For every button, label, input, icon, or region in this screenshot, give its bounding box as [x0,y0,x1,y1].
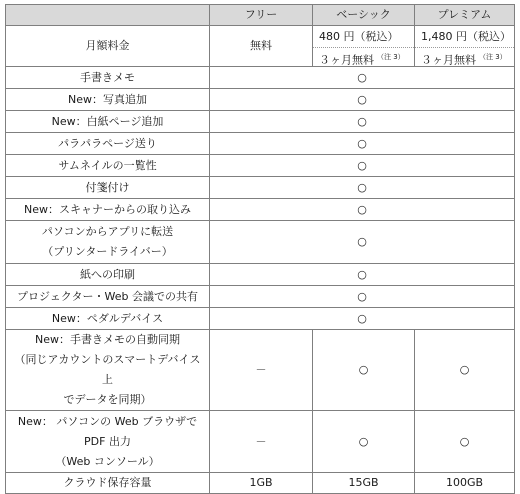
feature-label [6,264,210,286]
feature-row [6,308,515,330]
feature-availability-all-plans: ○ [210,308,515,330]
feature-availability-all-plans: ○ [210,221,515,264]
pdf-export-row [6,411,515,473]
cloud-storage-row-free: 1GB [210,473,313,494]
feature-label-line: 手書きメモ [80,70,135,84]
auto-sync-row-label [6,330,210,411]
cloud-storage-row-label: クラウド保存容量 [6,473,210,494]
header-empty-cell [6,5,210,26]
feature-availability-all-plans: ○ [210,264,515,286]
feature-label-line: プロジェクター・Web 会議での共有 [16,289,199,303]
feature-row [6,177,515,199]
basic-trial [313,48,414,66]
feature-label-line: 紙への印刷 [80,267,135,281]
feature-label [6,67,210,89]
auto-sync-row [6,330,515,411]
monthly-fee-basic [313,26,415,67]
feature-availability-all-plans: ○ [210,67,515,89]
basic-price: 480 円（税込） [313,26,414,48]
feature-label-line: （プリンタードライバー） [42,245,173,258]
feature-label-line: New：写真追加 [68,92,147,106]
feature-label-line: （Web コンソール） [55,454,160,468]
feature-row [6,67,515,89]
feature-label-line: パラパラページ送り [58,136,157,150]
feature-availability-all-plans: ○ [210,155,515,177]
feature-label-line: New：スキャナーからの取り込み [24,202,191,216]
feature-availability-all-plans: ○ [210,177,515,199]
basic-note: （注 3） [377,53,405,61]
plan-comparison-table [5,4,515,494]
plan-free-header: フリー [210,5,313,26]
header-row [6,5,515,26]
feature-label [6,133,210,155]
feature-label [6,308,210,330]
monthly-fee-free: 無料 [210,26,313,67]
feature-label-line: パソコンからアプリに転送 [41,225,174,238]
cloud-storage-row-premium: 100GB [415,473,515,494]
feature-label [6,221,210,264]
auto-sync-row-basic: ○ [313,330,415,411]
feature-availability-all-plans: ○ [210,111,515,133]
feature-availability-all-plans: ○ [210,286,515,308]
monthly-fee-row [6,26,515,67]
feature-label-line: New：ペダルデバイス [51,311,164,325]
feature-label-line: でデータを同期） [63,393,152,406]
basic-trial-text: ３ヶ月無料 [319,53,374,67]
feature-label [6,111,210,133]
feature-row [6,133,515,155]
pdf-export-row-label [6,411,210,473]
pdf-export-row-free: － [210,411,313,473]
feature-label-line: New：手書きメモの自動同期 [35,333,180,346]
premium-trial-text: ３ヶ月無料 [421,53,476,67]
pdf-export-row-basic: ○ [313,411,415,473]
feature-label [6,177,210,199]
feature-label-line: サムネイルの一覧性 [58,158,157,172]
feature-row [6,111,515,133]
feature-availability-all-plans: ○ [210,133,515,155]
feature-label-line: New： パソコンの Web ブラウザで [17,414,198,428]
monthly-fee-label: 月額料金 [6,26,210,67]
feature-row [6,199,515,221]
feature-label [6,155,210,177]
cloud-storage-row-basic: 15GB [313,473,415,494]
plan-basic-header: ベーシック [313,5,415,26]
feature-label [6,89,210,111]
auto-sync-row-free: － [210,330,313,411]
plan-comparison-table-wrapper [5,4,515,494]
feature-row [6,264,515,286]
feature-row [6,89,515,111]
premium-price: 1,480 円（税込） [415,26,514,48]
feature-row [6,155,515,177]
premium-trial [415,48,514,66]
monthly-fee-premium [415,26,515,67]
feature-availability-all-plans: ○ [210,199,515,221]
plan-premium-header: プレミアム [415,5,515,26]
feature-label-line: 付箋付け [85,180,130,194]
auto-sync-row-premium: ○ [415,330,515,411]
pdf-export-row-premium: ○ [415,411,515,473]
feature-label [6,199,210,221]
feature-label [6,286,210,308]
feature-label-line: （同じアカウントのスマートデバイス上 [14,353,201,386]
feature-row [6,221,515,264]
feature-row [6,286,515,308]
premium-note: （注 3） [479,53,507,61]
feature-availability-all-plans: ○ [210,89,515,111]
feature-label-line: PDF 出力 [84,434,131,448]
feature-label-line: New：白紙ページ追加 [51,114,164,128]
cloud-storage-row [6,473,515,494]
